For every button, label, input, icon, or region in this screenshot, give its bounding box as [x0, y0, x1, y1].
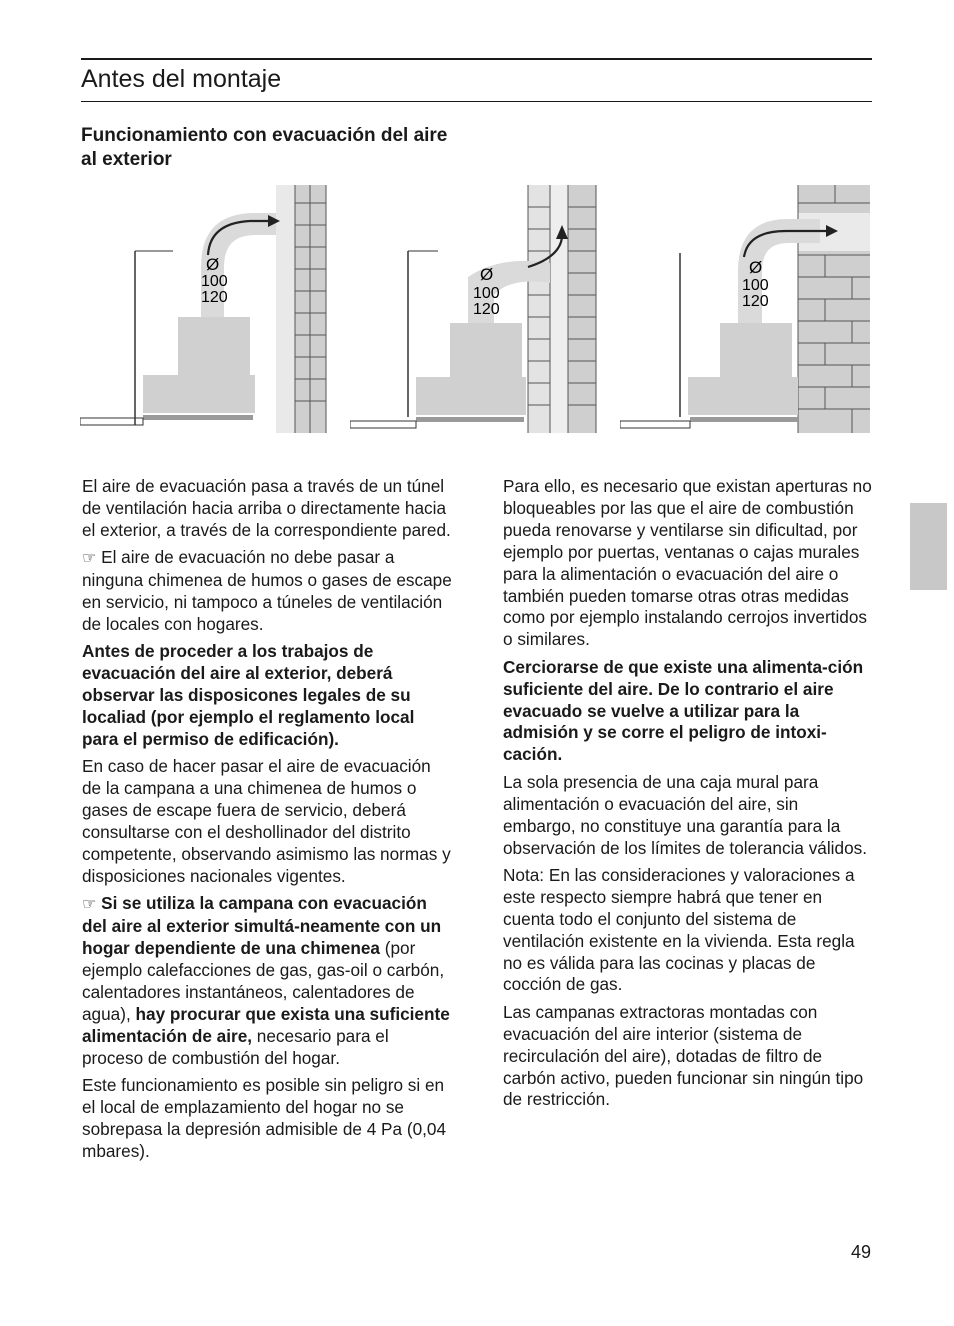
paragraph-simultaneous-use: [82, 893, 454, 1069]
paragraph-note: Nota: En las consideraciones y valoraciones a este respecto siempre habrá que tener en cuenta todo el conjunto del sistema de ventilación existente en la vivienda. Esta regla no es válida para las cocinas y placas de cocción de gas.: [503, 864, 855, 995]
warning-text: El aire de evacuación no debe pasar a ninguna chimenea de humos o gases de escape en servicio, ni tampoco a túneles de ventilación de locales con hogares.: [82, 547, 452, 634]
dimension-100-2: 100: [473, 285, 500, 302]
dimension-100-3: 100: [742, 277, 769, 294]
page-title: Antes del montaje: [81, 65, 282, 93]
paragraph-depression: Este funcionamiento es posible sin peligro si en el local de emplazamiento del hogar no se sobrepasa la depresión admisible de 4 Pa (0,04 mbares).: [82, 1075, 447, 1161]
simultaneous-normal-b: necesario para el proceso de combustión del hogar.: [82, 1025, 389, 1068]
section-heading: Funcionamiento con evacuación del aire al exterior: [81, 125, 448, 170]
left-column: [82, 476, 454, 1168]
simultaneous-bold-a: Si se utiliza la campana con evacuación del aire al exterior simultá-neamente con un hogar dependiente de una chimenea: [82, 893, 442, 959]
paragraph-intro: El aire de evacuación pasa a través de un túnel de ventilación hacia arriba o directamente hacia el exterior, a través de la correspondiente pared.: [82, 476, 451, 540]
simultaneous-normal-a: (por ejemplo calefacciones de gas, gas-oil o carbón, calentadores instantáneos, calentadores de agua),: [82, 938, 445, 1024]
illustration-chimney-upward: [350, 185, 598, 435]
diameter-symbol-2: Ø: [480, 265, 494, 284]
right-column: [503, 476, 875, 1117]
illustration-chimney-shaft: [80, 185, 328, 435]
diameter-symbol-1: Ø: [206, 255, 220, 274]
paragraph-wall-box: La sola presencia de una caja mural para alimentación o evacuación del aire, sin embargo, no constituye una garantía para la observación de los límites de tolerancia válidos.: [503, 771, 867, 858]
top-rule: [81, 58, 872, 60]
illustration-wall-exhaust: [620, 185, 870, 435]
chapter-side-tab: [910, 503, 947, 590]
paragraph-legal-notice: Antes de proceder a los trabajos de evacuación del aire al exterior, deberá observar las disposicones legales de su localiad (por ejemplo el reglamento local para el permiso de edificación).: [82, 641, 415, 749]
page-number: 49: [851, 1242, 872, 1262]
paragraph-recirculation: Las campanas extractoras montadas con evacuación del aire interior (sistema de recirculación del aire), dotadas de filtro de carbón activo, pueden funcionar sin ningún tipo de restricción.: [503, 1001, 864, 1110]
paragraph-warning: [82, 547, 454, 636]
paragraph-chimney: En caso de hacer pasar el aire de evacuación de la campana a una chimenea de humos o gases de escape fuera de servicio, deberá consultarse con el deshollinador del distrito competente, observando asimismo las normas y disposiciones nacionales vigentes.: [82, 756, 451, 886]
pointing-hand-icon: ☞: [82, 896, 97, 914]
simultaneous-bold-b: hay procurar que exista una suficiente alimentación de aire,: [82, 1003, 450, 1046]
paragraph-air-supply-warning: Cerciorarse de que existe una alimenta-ción suficiente del aire. De lo contrario el aire evacuado se vuelve a utilizar para la admisión y se corre el peligro de intoxi-cación.: [503, 656, 864, 765]
pointing-hand-icon: ☞: [82, 550, 97, 568]
dimension-120-1: 120: [201, 289, 228, 306]
dimension-100-1: 100: [201, 273, 228, 290]
dimension-120-3: 120: [742, 293, 769, 310]
title-underline: [81, 101, 872, 102]
diameter-symbol-3: Ø: [749, 258, 763, 277]
paragraph-openings: Para ello, es necesario que existan aperturas no bloqueables por las que el aire de combustión pueda renovarse y ventilarse sin dificultad, por ejemplo por puertas, ventanas o cajas murales para la alimentación o evacuación del aire o también pueden tomarse otras otras medidas como por ejemplo instalando cerrojos invertidos o similares.: [503, 476, 872, 650]
dimension-120-2: 120: [473, 301, 500, 318]
